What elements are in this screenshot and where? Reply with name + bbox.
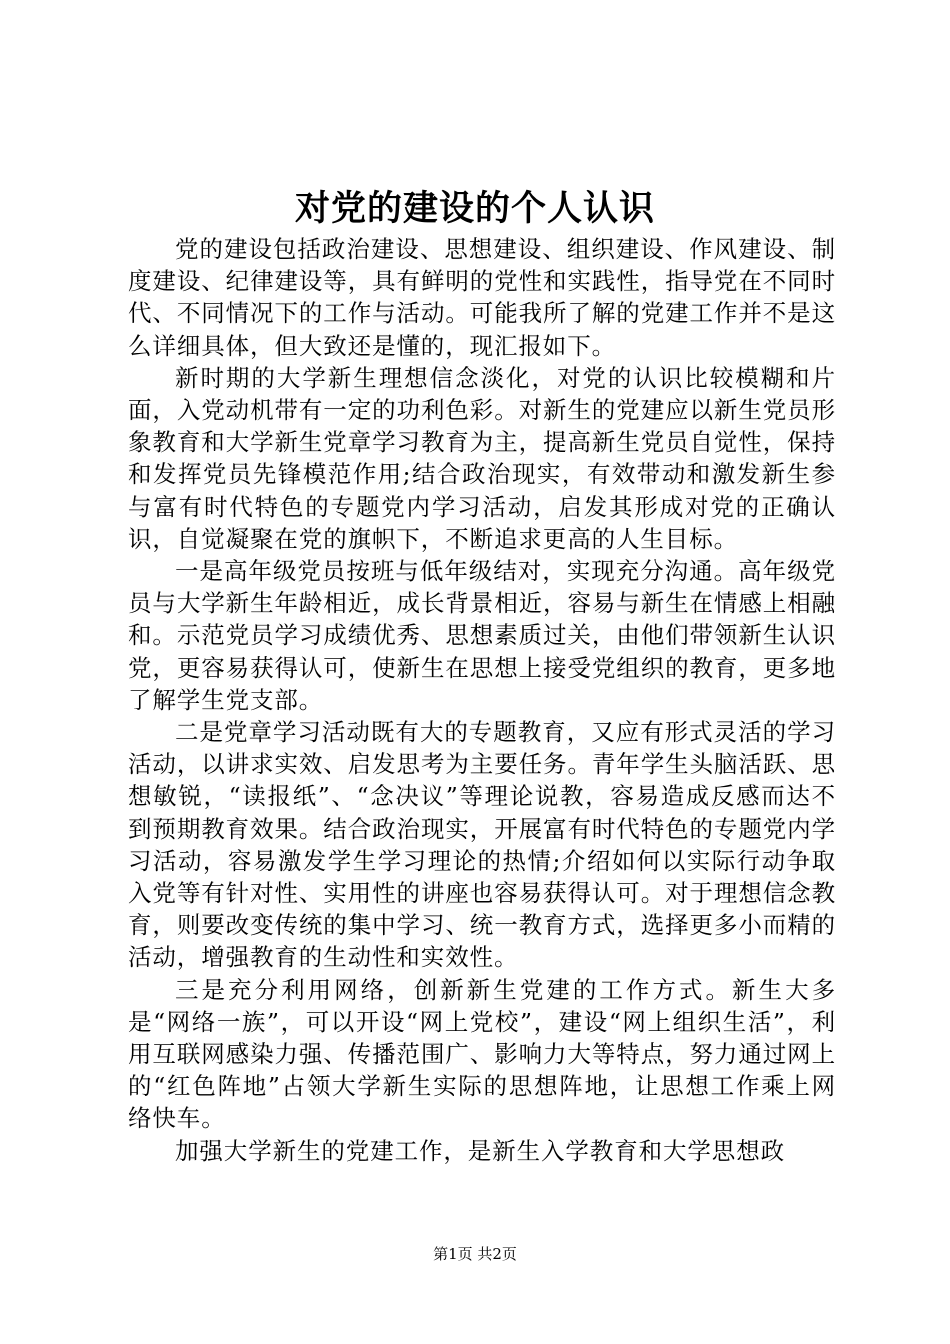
page-number-footer: 第1页 共2页 <box>433 1245 517 1263</box>
paragraph: 新时期的大学新生理想信念淡化，对党的认识比较模糊和片面，入党动机带有一定的功利色彩。对新生的党建应以新生党员形象教育和大学新生党章学习教育为主，提高新生党员自觉性，保持和发挥党员先锋模范作用;结合政治现实，有效带动和激发新生参与富有时代特色的专题党内学习活动，启发其形成对党的正确认识，自觉凝聚在党的旗帜下，不断追求更高的人生目标。 <box>128 363 836 553</box>
page-title: 对党的建设的个人认识 <box>294 188 655 229</box>
paragraph: 三是充分利用网络，创新新生党建的工作方式。新生大多是“网络一族”，可以开设“网上党校”，建设“网上组织生活”，利用互联网感染力强、传播范围广、影响力大等特点，努力通过网上的“红色阵地”占领大学新生实际的思想阵地，让思想工作乘上网络快车。 <box>128 975 836 1133</box>
paragraph: 党的建设包括政治建设、思想建设、组织建设、作风建设、制度建设、纪律建设等，具有鲜明的党性和实践性，指导党在不同时代、不同情况下的工作与活动。可能我所了解的党建工作并不是这么详细具体，但大致还是懂的，现汇报如下。 <box>128 235 836 360</box>
paragraph: 一是高年级党员按班与低年级结对，实现充分沟通。高年级党员与大学新生年龄相近，成长背景相近，容易与新生在情感上相融和。示范党员学习成绩优秀、思想素质过关，由他们带领新生认识党，更容易获得认可，使新生在思想上接受党组织的教育，更多地了解学生党支部。 <box>128 557 836 714</box>
paragraph: 二是党章学习活动既有大的专题教育，又应有形式灵活的学习活动，以讲求实效、启发思考为主要任务。青年学生头脑活跃、思想敏锐，“读报纸”、“念决议”等理论说教，容易造成反感而达不到预期教育效果。结合政治现实，开展富有时代特色的专题党内学习活动，容易激发学生学习理论的热情;介绍如何以实际行动争取入党等有针对性、实用性的讲座也容易获得认可。对于理想信念教育，则要改变传统的集中学习、统一教育方式，选择更多小而精的活动，增强教育的生动性和实效性。 <box>128 718 836 972</box>
document-body <box>128 233 836 1167</box>
paragraph: 加强大学新生的党建工作，是新生入学教育和大学思想政 <box>175 1136 785 1165</box>
